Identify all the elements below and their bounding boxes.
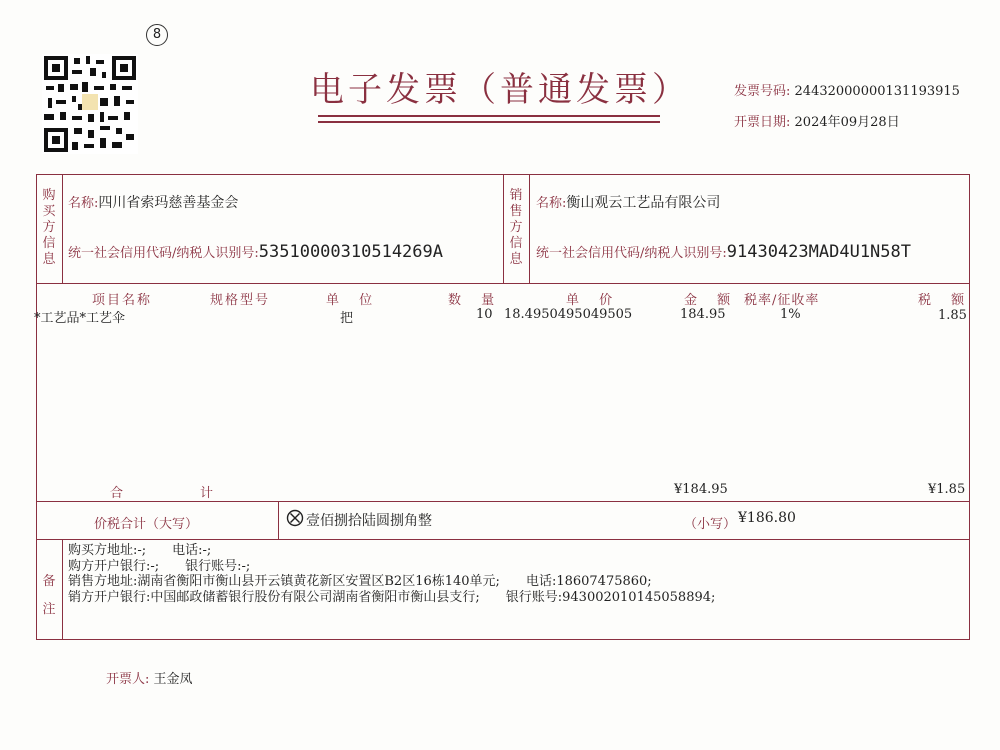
issuer-value: 王金凤 <box>153 672 193 687</box>
divider <box>62 539 63 640</box>
seller-taxid-label: 统一社会信用代码/纳税人识别号: <box>536 246 727 261</box>
divider <box>503 174 504 283</box>
buyer-section-label: 购 买 方 信 息 <box>42 188 56 267</box>
issuer-label: 开票人: <box>106 672 150 687</box>
column-header-unit: 单 位 <box>326 293 381 308</box>
divider <box>36 501 970 502</box>
invoice-number-label: 发票号码: <box>734 84 791 99</box>
issue-date-value: 2024年09月28日 <box>794 115 900 130</box>
title-underline <box>318 115 660 117</box>
total-uppercase: 壹佰捌拾陆圆捌角整 <box>306 513 432 529</box>
buyer-name <box>68 192 238 212</box>
issue-date <box>734 111 900 130</box>
divider <box>62 174 63 283</box>
circled-x-icon <box>286 509 304 527</box>
buyer-name-label: 名称: <box>68 196 99 211</box>
column-header-price: 单 价 <box>566 293 621 308</box>
buyer-taxid-label: 统一社会信用代码/纳税人识别号: <box>68 246 259 261</box>
seller-taxid-value: 91430423MAD4U1N58T <box>726 242 911 262</box>
remarks-line: 购买方地址:-; 电话:-; <box>68 543 212 558</box>
column-header-qty: 数 量 <box>448 293 503 308</box>
seller-section-label: 销 售 方 信 息 <box>509 188 523 267</box>
subtotal-label: 合 计 <box>110 486 216 501</box>
invoice-number-value: 24432000000131193915 <box>794 84 960 99</box>
buyer-taxid-value: 53510000310514269A <box>258 242 443 262</box>
total-label: 价税合计（大写） <box>94 517 199 532</box>
divider <box>529 174 530 283</box>
column-header-spec: 规格型号 <box>210 293 271 308</box>
column-header-tax: 税 额 <box>918 293 973 308</box>
seller-name-label: 名称: <box>536 196 567 211</box>
item-rate: 1% <box>780 307 801 322</box>
column-header-item: 项目名称 <box>92 293 153 308</box>
divider <box>36 539 970 540</box>
column-header-amount: 金 额 <box>684 293 739 308</box>
invoice-number <box>734 80 960 99</box>
item-unit: 把 <box>340 311 354 326</box>
buyer-name-value: 四川省索玛慈善基金会 <box>98 195 239 211</box>
seller-name-value: 衡山观云工艺品有限公司 <box>566 195 721 211</box>
item-name: *工艺品*工艺伞 <box>34 311 126 326</box>
divider <box>278 501 279 539</box>
title-underline <box>318 121 660 123</box>
subtotal-amount: ¥184.95 <box>674 482 728 497</box>
table-row <box>34 307 125 326</box>
item-amount: 184.95 <box>680 307 726 322</box>
remarks-line: 购方开户银行:-; 银行账号:-; <box>68 558 251 574</box>
remarks-line: 销方开户银行:中国邮政储蓄银行股份有限公司湖南省衡阳市衡山县支行; 银行账号:943002010145058894; <box>68 589 716 605</box>
item-qty: 10 <box>476 307 493 322</box>
remarks-section-label: 备 注 <box>42 574 56 617</box>
remarks-content <box>68 543 715 605</box>
handwritten-circled-number: 8 <box>146 24 168 46</box>
subtotal-tax: ¥1.85 <box>928 482 966 497</box>
buyer-taxid <box>68 242 443 262</box>
invoice-title: 电子发票（普通发票） <box>310 70 690 110</box>
item-tax: 1.85 <box>938 308 967 323</box>
seller-taxid <box>536 242 911 262</box>
remarks-line: 销售方地址:湖南省衡阳市衡山县开云镇黄花新区安置区B2区16栋140单元; 电话:18607475860; <box>68 574 652 589</box>
issue-date-label: 开票日期: <box>734 115 791 130</box>
issuer <box>106 668 193 687</box>
column-header-rate: 税率/征收率 <box>744 293 820 308</box>
divider <box>36 283 970 284</box>
total-small-label: （小写） <box>684 517 737 532</box>
item-price: 18.4950495049505 <box>504 307 633 322</box>
seller-name <box>536 192 720 212</box>
total-small-value: ¥186.80 <box>738 510 796 526</box>
